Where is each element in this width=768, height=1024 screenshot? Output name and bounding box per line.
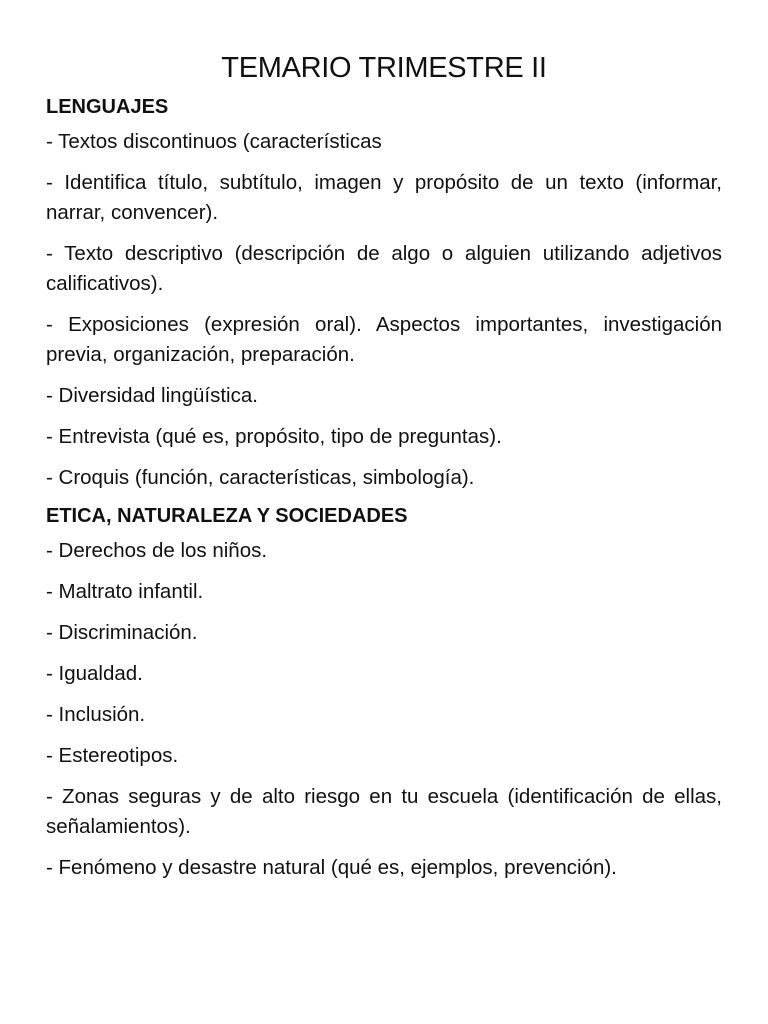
- list-item: - Estereotipos.: [46, 744, 179, 767]
- list-item: - Croquis (función, características, simbología).: [46, 466, 475, 489]
- document-page: [46, 0, 722, 883]
- list-item: - Identifica título, subtítulo, imagen y propósito de un texto (informar, narrar, convencer).: [46, 171, 722, 224]
- list-item: - Exposiciones (expresión oral). Aspectos importantes, investigación previa, organización, preparación.: [46, 313, 722, 366]
- list-item: - Diversidad lingüística.: [46, 384, 258, 407]
- list-item: - Maltrato infantil.: [46, 580, 204, 603]
- section-lenguajes: [46, 93, 722, 493]
- list-item: - Textos discontinuos (características: [46, 130, 382, 153]
- list-item: - Entrevista (qué es, propósito, tipo de preguntas).: [46, 425, 502, 448]
- list-item: - Discriminación.: [46, 621, 198, 644]
- list-item: - Fenómeno y desastre natural (qué es, ejemplos, prevención).: [46, 856, 617, 879]
- list-item: - Inclusión.: [46, 703, 146, 726]
- section-etica: [46, 502, 722, 883]
- page-title: TEMARIO TRIMESTRE II: [221, 52, 547, 84]
- list-item: - Igualdad.: [46, 662, 143, 685]
- list-item: - Zonas seguras y de alto riesgo en tu escuela (identificación de ellas, señalamientos).: [46, 785, 722, 838]
- list-item: - Derechos de los niños.: [46, 539, 268, 562]
- list-item: - Texto descriptivo (descripción de algo o alguien utilizando adjetivos calificativos).: [46, 242, 722, 295]
- section-heading: ETICA, NATURALEZA Y SOCIEDADES: [46, 505, 408, 527]
- section-heading: LENGUAJES: [46, 96, 169, 118]
